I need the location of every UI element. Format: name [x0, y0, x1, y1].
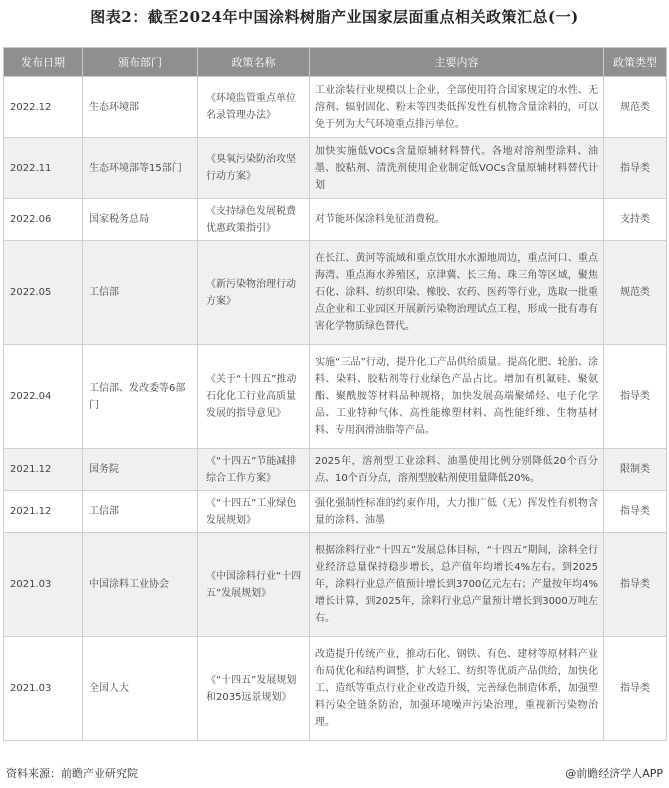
cell-dept: 中国涂料工业协会 [83, 533, 198, 637]
table-row [4, 345, 667, 449]
cell-type: 指导类 [604, 491, 667, 533]
cell-type: 指导类 [604, 637, 667, 741]
cell-date: 2022.06 [4, 199, 83, 241]
cell-dept: 生态环境部 [83, 77, 198, 138]
cell-content: 2025年，溶剂型工业涂料、油墨使用比例分别降低20个百分点、10个百分点，溶剂型胶粘剂使用量降低20%。 [310, 449, 604, 491]
cell-type: 指导类 [604, 138, 667, 199]
cell-content: 工业涂装行业规模以上企业，全部使用符合国家规定的水性、无溶剂、辐射固化、粉末等四类低挥发性有机物含量涂料的，可以免于列为大气环境重点排污单位。 [310, 77, 604, 138]
cell-dept: 生态环境部等15部门 [83, 138, 198, 199]
cell-date: 2022.04 [4, 345, 83, 449]
cell-policy-name: 《“十四五”发展规划和2035远景规划》 [198, 637, 310, 741]
cell-date: 2021.03 [4, 637, 83, 741]
cell-type: 指导类 [604, 533, 667, 637]
table-row [4, 77, 667, 138]
cell-content: 对节能环保涂料免征消费税。 [310, 199, 604, 241]
cell-policy-name: 《新污染物治理行动方案》 [198, 241, 310, 345]
cell-type: 限制类 [604, 449, 667, 491]
cell-date: 2022.12 [4, 77, 83, 138]
cell-content: 改造提升传统产业，推动石化、钢铁、有色、建材等原材料产业布局优化和结构调整，扩大轻工、纺织等优质产品供给，加快化工、造纸等重点行业企业改造升级，完善绿色制造体系，加强塑料污染全链条防治，加强环境噪声污染治理，重视新污染物治理。 [310, 637, 604, 741]
cell-type: 规范类 [604, 241, 667, 345]
cell-policy-name: 《“十四五”节能减排综合工作方案》 [198, 449, 310, 491]
footer [6, 765, 663, 781]
header-date: 发布日期 [4, 48, 83, 77]
chart-title: 图表2：截至2024年中国涂料树脂产业国家层面重点相关政策汇总(一) [90, 8, 579, 26]
policy-table [3, 47, 667, 741]
cell-content: 强化强制性标准的约束作用，大力推广低（无）挥发性有机物含量的涂料、油墨 [310, 491, 604, 533]
cell-date: 2021.12 [4, 449, 83, 491]
cell-dept: 国务院 [83, 449, 198, 491]
cell-date: 2021.03 [4, 533, 83, 637]
cell-policy-name: 《支持绿色发展税费优惠政策指引》 [198, 199, 310, 241]
cell-date: 2021.12 [4, 491, 83, 533]
table-row [4, 199, 667, 241]
table-row [4, 241, 667, 345]
cell-content: 实施“三品”行动，提升化工产品供给质量。提高化肥、轮胎、涂料、染料、胶粘剂等行业绿色产品占比。增加有机氟硅、聚氨酯、聚酰胺等材料品种规格，加快发展高端聚烯烃、电子化学品、工业特种气体、高性能橡塑材料、高性能纤维、生物基材料、专用润滑油脂等产品。 [310, 345, 604, 449]
header-name: 政策名称 [198, 48, 310, 77]
cell-policy-name: 《关于“十四五”推动石化化工行业高质量发展的指导意见》 [198, 345, 310, 449]
cell-dept: 工信部 [83, 241, 198, 345]
cell-dept: 国家税务总局 [83, 199, 198, 241]
table-row [4, 138, 667, 199]
source-note: 资料来源：前瞻产业研究院 [6, 767, 138, 780]
header-content: 主要内容 [310, 48, 604, 77]
brand-credit: @前瞻经济学人APP [565, 767, 663, 780]
cell-content: 在长江、黄河等流域和重点饮用水水源地周边，重点河口、重点海湾、重点海水养殖区，京津冀、长三角、珠三角等区域，聚焦石化、涂料、纺织印染、橡胶、农药、医药等行业，选取一批重点企业和工业园区开展新污染物治理试点工程，形成一批有毒有害化学物质绿色替代。 [310, 241, 604, 345]
cell-date: 2022.05 [4, 241, 83, 345]
header-dept: 颁布部门 [83, 48, 198, 77]
cell-policy-name: 《中国涂料行业“十四五”发展规划》 [198, 533, 310, 637]
cell-type: 支持类 [604, 199, 667, 241]
cell-policy-name: 《“十四五”工业绿色发展规划》 [198, 491, 310, 533]
header-type: 政策类型 [604, 48, 667, 77]
cell-content: 加快实施低VOCs含量原辅材料替代。各地对溶剂型涂料、油墨、胶粘剂、清洗剂使用企业制定低VOCs含量原辅材料替代计划 [310, 138, 604, 199]
cell-content: 根据涂料行业“十四五”发展总体目标，“十四五”期间，涂料全行业经济总量保持稳步增长，总产值年均增长4%左右。到2025年，涂料行业总产值预计增长到3700亿元左右；产量按年均4%增长计算，到2025年，涂料行业总产量预计增长到3000万吨左右。 [310, 533, 604, 637]
cell-dept: 工信部 [83, 491, 198, 533]
cell-type: 指导类 [604, 345, 667, 449]
cell-policy-name: 《环境监管重点单位名录管理办法》 [198, 77, 310, 138]
table-row [4, 491, 667, 533]
cell-type: 规范类 [604, 77, 667, 138]
table-row [4, 533, 667, 637]
table-header-row [4, 48, 667, 77]
cell-dept: 全国人大 [83, 637, 198, 741]
cell-date: 2022.11 [4, 138, 83, 199]
cell-policy-name: 《臭氧污染防治攻坚行动方案》 [198, 138, 310, 199]
cell-dept: 工信部、发改委等6部门 [83, 345, 198, 449]
table-row [4, 637, 667, 741]
table-row [4, 449, 667, 491]
